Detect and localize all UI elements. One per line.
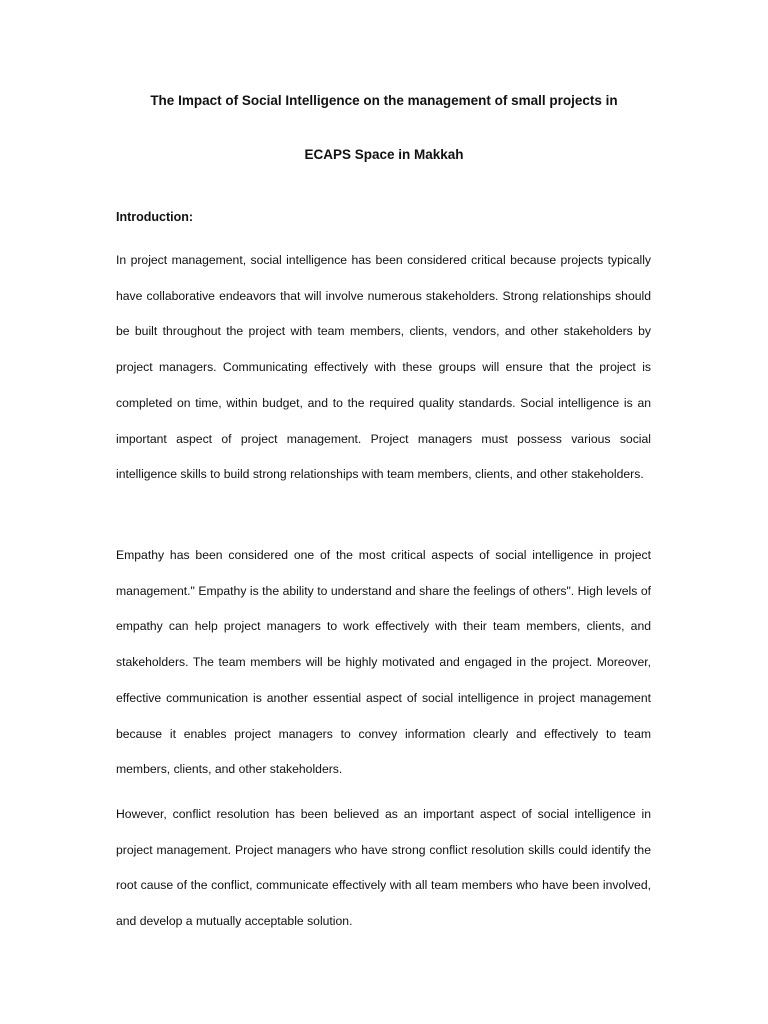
section-heading-introduction: Introduction:	[116, 210, 194, 224]
document-title-line-2: ECAPS Space in Makkah	[304, 147, 464, 162]
paragraph-1: In project management, social intelligence has been considered critical because projects typically have collaborative endeavors that will involve numerous stakeholders. Strong relationships should be built throughout the project with team members, clients, vendors, and other stakeholders by project managers. Communicating effectively with these groups will ensure that the project is completed on time, within budget, and to the required quality standards. Social intelligence is an important aspect of project management. Project managers must possess various social intelligence skills to build strong relationships with team members, clients, and other stakeholders.	[116, 253, 651, 482]
document-title-line-1: The Impact of Social Intelligence on the management of small projects in	[150, 93, 618, 108]
paragraph-3: However, conflict resolution has been believed as an important aspect of social intelligence in project management. Project managers who have strong conflict resolution skills could identify the root cause of the conflict, communicate effectively with all team members who have been involved, and develop a mutually acceptable solution.	[116, 807, 651, 929]
paragraph-2: Empathy has been considered one of the most critical aspects of social intelligence in project management." Empathy is the ability to understand and share the feelings of others". High levels of empathy can help project managers to work effectively with their team members, clients, and stakeholders. The team members will be highly motivated and engaged in the project. Moreover, effective communication is another essential aspect of social intelligence in project management because it enables project managers to convey information clearly and effectively to team members, clients, and other stakeholders.	[116, 548, 651, 777]
